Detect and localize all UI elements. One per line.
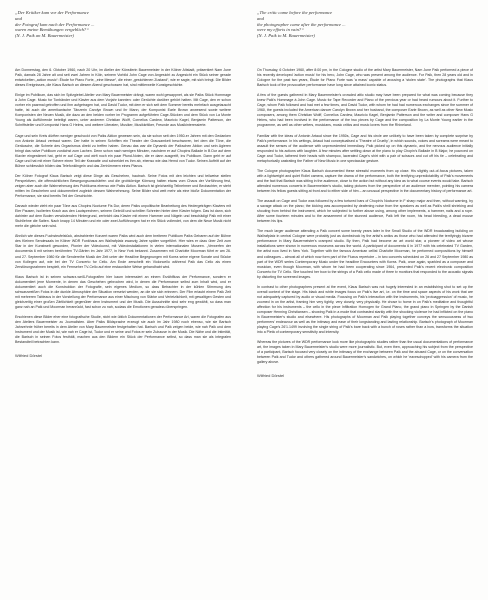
english-paragraph: The much larger audience attending a Paik concert some twenty years later in the Small Studio of the WDR broadcasting building on Wallrafplatz in central Cologne were probably just as dumbstruck by the artist's antics as those who had attended the terrifyingly bizarre performance in Mary Bauermeister's cramped studio. By then, Paik had become an art world star, a pioneer of video art whose installations were shown in numerous museums across the world. A participant of documenta 6 in 1977 with his celebrated TV Garden, the artist now lived in New York. Together with the famous American cellist Charlotte Moorman, he performed compositions by himself and colleagues – almost all of which now form part of the Fluxus repertoire – in two concerts scheduled on 26 and 27 September 1980 as part of the WDR series Contemporary Music under the headline Encounters with Korea. Paik, once again, sparkled as a composer and musician, even though Moorman, with whom he had been cooperating since 1964, presented Paik's recent electronic composition Concerto for TV Cello. She touched her bow to the strings of a Paik cello made of three tv monitors that responded to the acoustic signals by distorting the screened images. [257,229,473,279]
epigraph-attribution: (N. J. Paik to M. Bauermeister) [257,33,315,39]
columns [15,10,473,378]
epigraph-line: „The critic came before the performance [257,10,333,15]
epigraph-line: were my efforts in vain?“ [257,27,304,33]
german-paragraph: Danach wieder zieht ein paar Töne aus Chopins Nocturne Fis Dur, deren Paiks unpolitische Bearbeitung des Hedergeträgen Klaviers mit Eier Pausen, Isolierten Krach aus den Lautsprechern, seinem Gebrüll und schrillen Schreien hinter dem Klavier folgen. Das ist dann, sich dahinter auf dem Boden verwüstenden Hintergrund, zerbricht das Klavier mit einem Hammer und Nägeln und beschädigt Paik mit einer Stuhllehne die Saiten. Nach knapp 14 Minuten und ein oder zwei Aufführungen hat er ein Stück vollendet, von dem die Neue Musik nicht mehr die gleiche sein wird. [15,204,231,229]
english-signature: Wilfried Dörstel [257,373,285,379]
german-paragraph: Einige im Publikum, das sich im Spitzgiebel-Atelier von Mary Bauermeister drängt, waren wohl gewappnet, als sie Paiks Stück Hommage à John Cage. Music for Tonbänder und Klavier aus dem Vorjahr kannten: oder Gerüchte darüber gehört hatten. Mit Cage, den er schon vorher ein paarmal getroffen und ihm aufgetragen hat, und David Tudor, mit dem er sich seit dem Sommer bereits mehrfach ausgetauscht hatte, ist auch die amerikanische Tänzerin Carolyn Brown und ihr Mann, der Komponist Earle Brown anwesend sowie weitere Komponisten der Neuen Musik, die dazu an den beiden vorher im Programm aufgeführten Cage-Stücken und dem Stück von La Monte Young als Aufführende beteiligt waren, unter anderem Christian Wolff, Cornelius Cardew, Mauricio Kagel, Benjamin Patterson, der Schriftsteller und Komponist Hans G Helms, und weitere Literaten, Musiker, Musikkritiker, Freunde aus Musikinteressierte. [15,93,232,128]
english-paragraph: On Thursday, 6 October 1960, after 8:00 pm, in the Cologne studio of the artist Mary Bauermeister, Nam June Paik performed a piece of his recently developed 'action music' for his hero, John Cage, who was present among the audience. For Paik, then 28 years old and in Cologne for the past two years, Étude for Piano Forte was 'a mass' capable of arousing a 'stolen state'. The photographs that Klaus Barisch took of the provocative performance have long since attained iconic status. [257,68,473,88]
german-signature: Wilfried Dörstel [15,353,43,359]
epigraph-line: „Der Kritiker kam vor der Performance [15,10,89,15]
english-paragraph: Whereas the pictures of the WDR performance look more like photographic studies rather than the usual documentations of performance art, the images taken in Mary Bauermeister's studio were more journalistic. But, even then, approaching his subject from the perspective of a participant, Barisch focused very closely on the intimacy of the exchange between Paik and the abused Cage, or on the conversation between Paik and Tudor and others gathered around Bauermeister's sandwiches, on which he 'eavesdropped' with his camera from the gallery above. [257,340,473,365]
epigraph-line: waren meine Bemühungen vergeblich?“ [15,27,89,33]
german-epigraph [15,10,231,68]
english-paragraph: The assault on Cage and Tudor was followed by a few tortured bars of Chopin's Nocturne in F sharp major and then, without warning, by a savage attack on the piano; the kicking was accompanied by deafening noise from the speakers as well as Paik's shrill shrieking and shouting from behind the instrument, which he subjected to further abuse using, among other implements, a hammer, nails and a rope. After some fourteen minutes and to the amazement of the stunned audience, Paik left the room, his head bleeding, a dead mouse between his lips. [257,199,473,224]
german-paragraph: Am Donnerstag, den 6. Oktober 1960, nach 20 Uhr, im Atelier der Künstlerin Bauermeister in der Kölner Altstadt, präsentiert Nam June Paik, damals 28 Jahre alt und seit zwei Jahren in Köln, seinem Vorbild John Cage von Angesicht zu Angesicht ein Stück seiner gerade entwickelten „action music“: Étude for Piano Forte, „eine Messe“, die einer „gestohlenen Zustand“, wie er sagte, mit sich bringt. Die Bilder dieses Ereignisses, die Klaus Barisch an diesem Abend geschossen hat, sind mittlerweile Kunstgeschichte. [15,68,231,88]
epigraph-line: der Fotograf kam nach der Performance ... [15,21,95,27]
german-paragraph: Klaus Barisch ist in seinen schwarz-weiß-Fotografien hier kaum interessiert an einem Erzählfluss der Performance, sondern er dokumentiert jene Momente, in denen das Geschehen gebrochen wird, in denen die Performance selbst zum Inhalt wird, und er dokumentiert auch die Konstruktion der Fotografie, sein eigenes Medium, so dass Betrachter in der kühlen Stimmung des schwarzweißen Fotos in die dunkle Atmosphäre der Situation versetzt werden, an die sie sich erinnern. Der Film erlaubt einem Paik Zeit mit mehreren Tableaus in der Vorstellung der Performance aus einer Mischung von Stärke und Verletzlichkeit, mit gewaltigen Gesten und gleichzeitig einer großen Zärtlichkeit gegenüber dem Instrument und der Musik. Die Ausschnitte sind sehr eng gewählt, so dass man ganz nah an Paik und Moorman heranrückt, fast schon zu nah, sodass die Emotionen geradezu überspringen. [15,274,231,309]
english-column [257,10,473,378]
english-paragraph: Familiar with the ideas of Antonin Artaud since the 1950s, Cage and his circle are unlikely to have been taken by complete surprise by Paik's performance. In his writings, Artaud had conceptualised a 'Theatre of Cruelty', in which sounds, voices and screams were meant to assault the senses of the audience with unprecedented immediacy. Paik picked up on this dynamic, and the nervous audience initially responded to his actions with laughter. A few minutes after settling down at the piano to play Chopin's Ballade in B Major, he pounced on Cage and Tudor, lathered their heads with shampoo, lacerated Cage's shirt with a pair of scissors and cut off his tie – celebrating and metaphorically castrating the Father of New Music in one spectacular gesture. [257,133,473,163]
german-paragraph: Der Kölner Fotograf Klaus Barisch zeigt diese Dinge als Geschehen, hautnah. Seine Fotos mit den leichten und teilweise steilen Perspektiven, die offensichtlichen Bewegungsunschärfen und die grobkörnige Körnung halten etwas vom Chaos der Vorführung fest, zeigen aber auch die Wahrnehmung des Publikums ebenso wie Paiks Aktion. Barisch ist gleichzeitig Teilnehmer und Beobachter, er steht mitten im Geschehen und dokumentiert zugleich dessen Wahrnehmung. Seine Bilder sind weit mehr als eine bloße Dokumentation der Performance, sie sind bereits Teil der Geschichte. [15,173,231,199]
english-paragraph: The Cologne photographer Klaus Barisch documented these stressful moments from up close. His slightly out-of-focus pictures, taken with a lightweight and quiet Rollei camera, capture the drama of the performance, both the terrifying unpredictability of Paik's movements and the fact that Barisch was sitting in the audience, close to the action but without any idea as to what course events would take. Barisch attended numerous concerts in Bauermeister's studio, taking pictures from the perspective of an audience member, pointing his camera between his fellow guests sitting at front and to either side of him – an unusual perspective in the documentary history of performance art. [257,168,473,193]
german-paragraph: Ähnlich wie dieses Fuchsteufelstück, abstrahierter Konzert waren Paiks wird auch dem breiteren Publikum Paiks Gebaren auf der Bühne des Kleinen Sendesaals im Kölner WDR Funkhaus am Wallrafplatz zwanzig Jahre später vorgeführt. Hier wies er dazu über Zeit zum Star in der Kunstwelt geworden, Pionier der Videokunst, mit Videoinstallationen in vielen internationalen Museen. „Verwerfen der documenta 6 mit seinen berühmten TV-Gärten im Jahr 1977, in New York bekannt. Zusammen mit Charlotte Moorman führt er am 26. und 27. September 1980 für die Sendereihe Musik der Zeit unter der Headline Begegnungen mit Korea seine eigene Sonate und Stücke von Kollegen auf, wie bei der TV Concerto for Cello. Am Ende zerschellt ein Violoncello während Paik das Cello als einen Zerstörungsrahmen bespielt, ein Fernseher TV-Cello auf eine erstaunliche Weise gehandhabt wird. [15,234,231,269]
epigraph-line: and [257,15,264,21]
german-paragraph: Erschienen diese Bilder eher eine fotografische Studie, nicht wie üblich Dokumentationen der Performance Art, waren die Fotografen aus den Ateliers Bauermeister zu Journalisten. Aber Paiks Bildsprache erzeugt sie auch im Jahr 1980 noch ebenso, wie sie Barisch Jahrzehnte früher bereits in dem Atelier von Mary Bauermeister festgehalten hat. Barisch und Paik zeigen beide, wie nah Paik und dem Instrument und der Musik ist, wie nah er Cage ist, Tudor und er seine und Fotos er sein Zuhause in der Musik. Die Nähe und die Intimität, die Barisch in seinen Fotos festhält, machen aus den Bildern ein Stück der Performance selbst, so dass man sie als integralen Bestandteil betrachten kann. [15,314,231,345]
german-paragraph: Cage und sein Kreis dürften weniger geschockt von Paiks Aktion gewesen sein, da sie schon seit den 1950-er Jahren mit den Gedanken von Antonin Artaud vertraut waren. Der hatte in seinen Schriften ein Theater der Grausamkeit beschworen, bei dem die Töne, die Geräusche, die Schreie des Organismus direkt zu treffen haben. Genau das war die Dynamik der Paikschen Aktion und sein Agieren bringt das naïve Publikum zunächst zum Lachen. Denn schon nach wenigen Minuten, nachdem er auf Chopins Ballade in B Dur auf dem Klavier eingestimmt hat, geht er auf Cage und wirft noch ein paar Pfund-Noten, die er dann ausgreift, ins Publikum. Dann geht er auf Cage und hat mit einer Schere einen Teil der Krawatte und schneidet es ihm ab, ebenso wie das Hemd von Tudor. Seinen Auftritt auf der Bühne schliesslich bilden das Telefonklingeln und das Zertrümmern eines Pianos. [15,133,231,168]
epigraph-line: und [15,15,22,21]
english-paragraph: A few of the guests gathered in Mary Bauermeister's crowded attic studio may have been prepared for what was coming because they knew Paik's Hommage à John Cage. Music for Tape Recorder and Piano of the previous year or had heard rumours about it. Further to Cage, whom Paik followed and had met a few times, and David Tudor, with whom he had had numerous exchanges since the summer of 1960, the guests included the American dancer Carolyn Brown and her husband, the composer Earle Brown, as well as other New Music composers, among them Christian Wolff, Cornelius Cardew, Mauricio Kagel, Benjamin Patterson and the writer and composer Hans G Helms, who had been involved in the performance of the two pieces by Cage and the composition by La Monte Young earlier in the programme, as well as other writers, musicians, music critics and music lovers from the Rhineland. [257,93,473,128]
epigraph-attribution: (N. J. Paik an M. Bauermeister) [15,33,74,39]
english-epigraph [257,10,473,68]
epigraph-line: the photographer came after the performance ... [257,21,346,27]
english-paragraph: In contrast to other photographers present at the event, Klaus Barisch was not hugely interested in an establishing shot to set up the overall context of the stage. His black and white images focus on Paik's live art, i.e. on the time and space aspects of his work that are not adequately captured by audio or visual media. Focusing on Paik's interaction with the instruments, his 'protoaggression' of music, he zoomed in on the artist, framing him very tightly, very closely, very physically. He chose to home in on Paik's meditative and thoughtful affection for his instruments – the cello in the piece Infiltration Homogen for Grand Piano, the grand piano in Springen by the Danish composer Henning Christiansen – showing Paik in a mode that contrasted starkly with the shocking violence he had inflicted on the piano in Bauermeister's studio and elsewhere. His photographs of Moorman and Paik playing together conveys the sensuousness of two performers' endeavour as well as the intimacy and ease of their longstanding and lasting relationship. Barisch's photograph of Moorman playing Cage's 26'1.1499 involving the single string of Paik's bare back with a bunch of roses rather than a bow, transforms the situation into a Pietà of contemporary sensitivity and intensity. [257,284,473,335]
german-column [15,10,231,378]
